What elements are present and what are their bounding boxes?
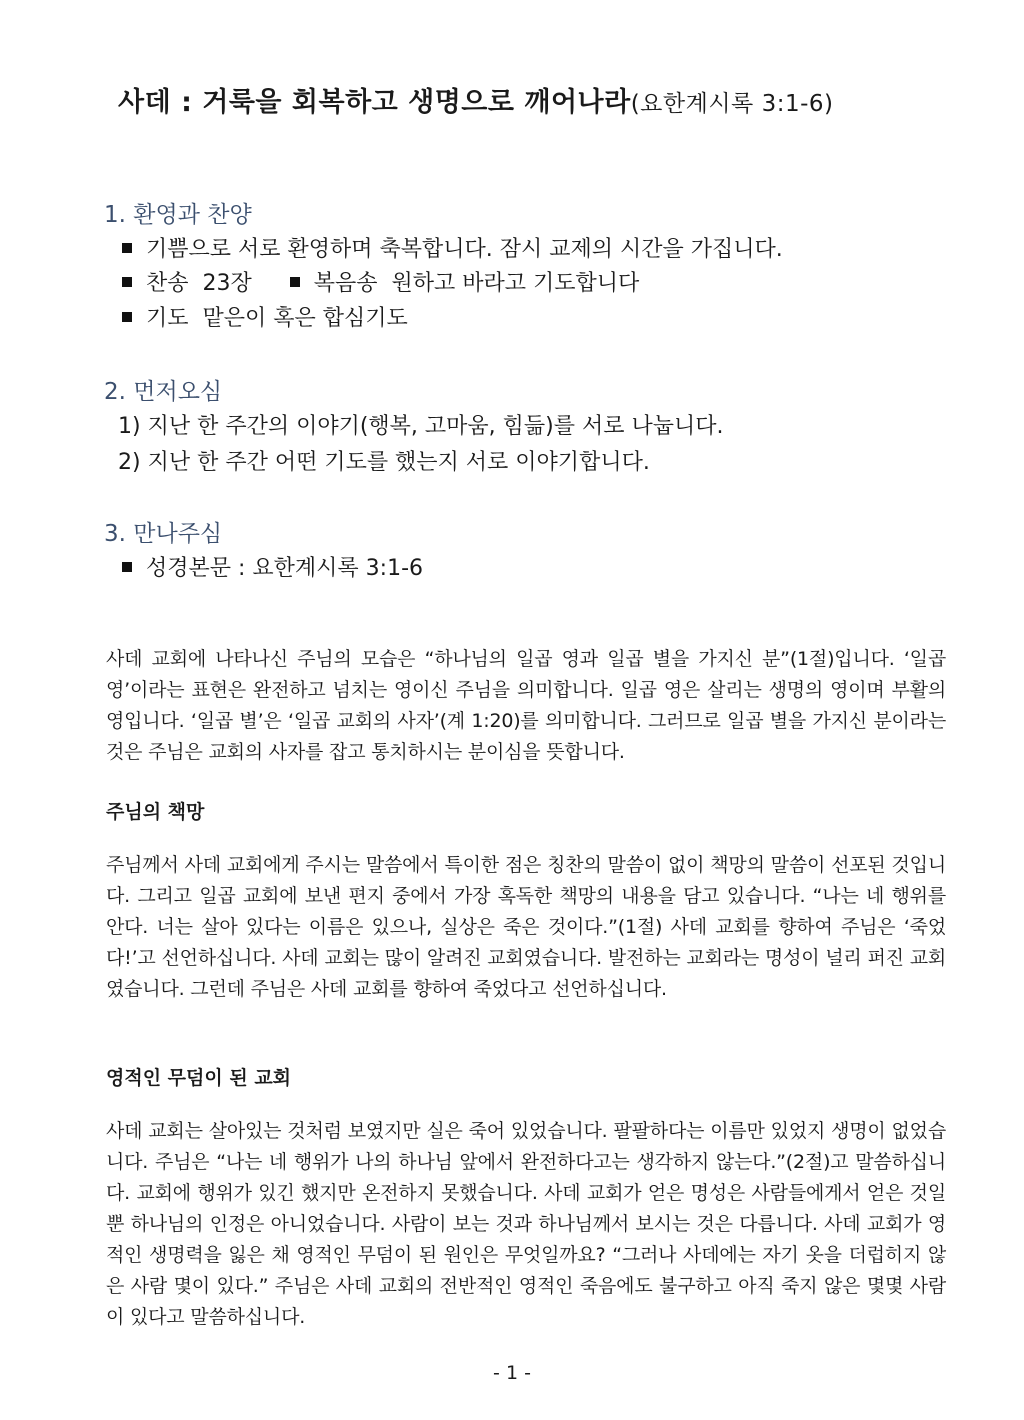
page-number: - 1 - — [493, 1362, 531, 1384]
section-heading-meeting: 3. 만나주심 — [104, 521, 223, 547]
prayer-text: 기도 맡은이 혹은 합심기도 — [146, 306, 408, 331]
bullet-item — [122, 232, 783, 263]
square-bullet-icon — [122, 243, 132, 253]
square-bullet-icon — [290, 277, 300, 287]
document-title — [118, 80, 834, 119]
title-reference: (요한계시록 3:1-6) — [630, 91, 834, 117]
section-heading-welcome: 1. 환영과 찬양 — [104, 202, 252, 228]
title-main: 사데 : 거룩을 회복하고 생명으로 깨어나라 — [118, 87, 631, 118]
body-paragraph: 사데 교회에 나타나신 주님의 모습은 “하나님의 일곱 영과 일곱 별을 가지신 분”(1절)입니다. ‘일곱 영’이라는 표현은 완전하고 넘치는 영이신 주님을 의미합니다. 일곱 영은 살리는 생명의 영이며 부활의 영입니다. ‘일곱 별’은 ‘일곱 교회의 사자’(계 1:20)를 의미합니다. 그러므로 일곱 별을 가지신 분이라는 것은 주님은 교회의 사자를 잡고 통치하시는 분이심을 뜻합니다. — [106, 648, 946, 763]
bullet-item — [122, 551, 423, 582]
hymn-text: 찬송 23장 — [146, 271, 252, 296]
square-bullet-icon — [122, 277, 132, 287]
square-bullet-icon — [122, 562, 132, 572]
bullet-item — [122, 301, 408, 332]
gospel-song-text: 복음송 원하고 바라고 기도합니다 — [313, 271, 640, 296]
scripture-text: 성경본문 : 요한계시록 3:1-6 — [146, 556, 424, 581]
body-paragraph: 주님께서 사데 교회에게 주시는 말씀에서 특이한 점은 칭찬의 말씀이 없이 책망의 말씀이 선포된 것입니다. 그리고 일곱 교회에 보낸 편지 중에서 가장 혹독한 책망의 내용을 담고 있습니다. “나는 네 행위를 안다. 너는 살아 있다는 이름은 있으나, 실상은 죽은 것이다.”(1절) 사데 교회를 향하여 주님은 ‘죽었다!’고 선언하십니다. 사데 교회는 많이 알려진 교회였습니다. 발전하는 교회라는 명성이 널리 퍼진 교회였습니다. 그런데 주님은 사데 교회를 향하여 죽었다고 선언하십니다. — [106, 854, 946, 1000]
bullet-item — [122, 266, 639, 297]
square-bullet-icon — [122, 312, 132, 322]
bullet-text: 기쁨으로 서로 환영하며 축복합니다. 잠시 교제의 시간을 가집니다. — [146, 237, 783, 262]
numbered-item: 1) 지난 한 주간의 이야기(행복, 고마움, 힘듦)를 서로 나눕니다. — [118, 414, 724, 439]
body-paragraph: 사데 교회는 살아있는 것처럼 보였지만 실은 죽어 있었습니다. 팔팔하다는 이름만 있었지 생명이 없었습니다. 주님은 “나는 네 행위가 나의 하나님 앞에서 완전하다고는 생각하지 않는다.”(2절)고 말씀하십니다. 교회에 행위가 있긴 했지만 온전하지 못했습니다. 사데 교회가 얻은 명성은 사람들에게서 얻은 것일 뿐 하나님의 인정은 아니었습니다. 사람이 보는 것과 하나님께서 보시는 것은 다릅니다. 사데 교회가 영적인 생명력을 잃은 채 영적인 무덤이 된 원인은 무엇일까요? “그러나 사데에는 자기 옷을 더럽히지 않은 사람 몇이 있다.” 주님은 사데 교회의 전반적인 영적인 죽음에도 불구하고 아직 죽지 않은 몇몇 사람이 있다고 말씀하십니다. — [106, 1120, 946, 1328]
subheading: 영적인 무덤이 된 교회 — [106, 1067, 292, 1089]
subheading: 주님의 책망 — [106, 801, 205, 823]
section-heading-coming: 2. 먼저오심 — [104, 379, 223, 405]
numbered-item: 2) 지난 한 주간 어떤 기도를 했는지 서로 이야기합니다. — [118, 450, 650, 475]
